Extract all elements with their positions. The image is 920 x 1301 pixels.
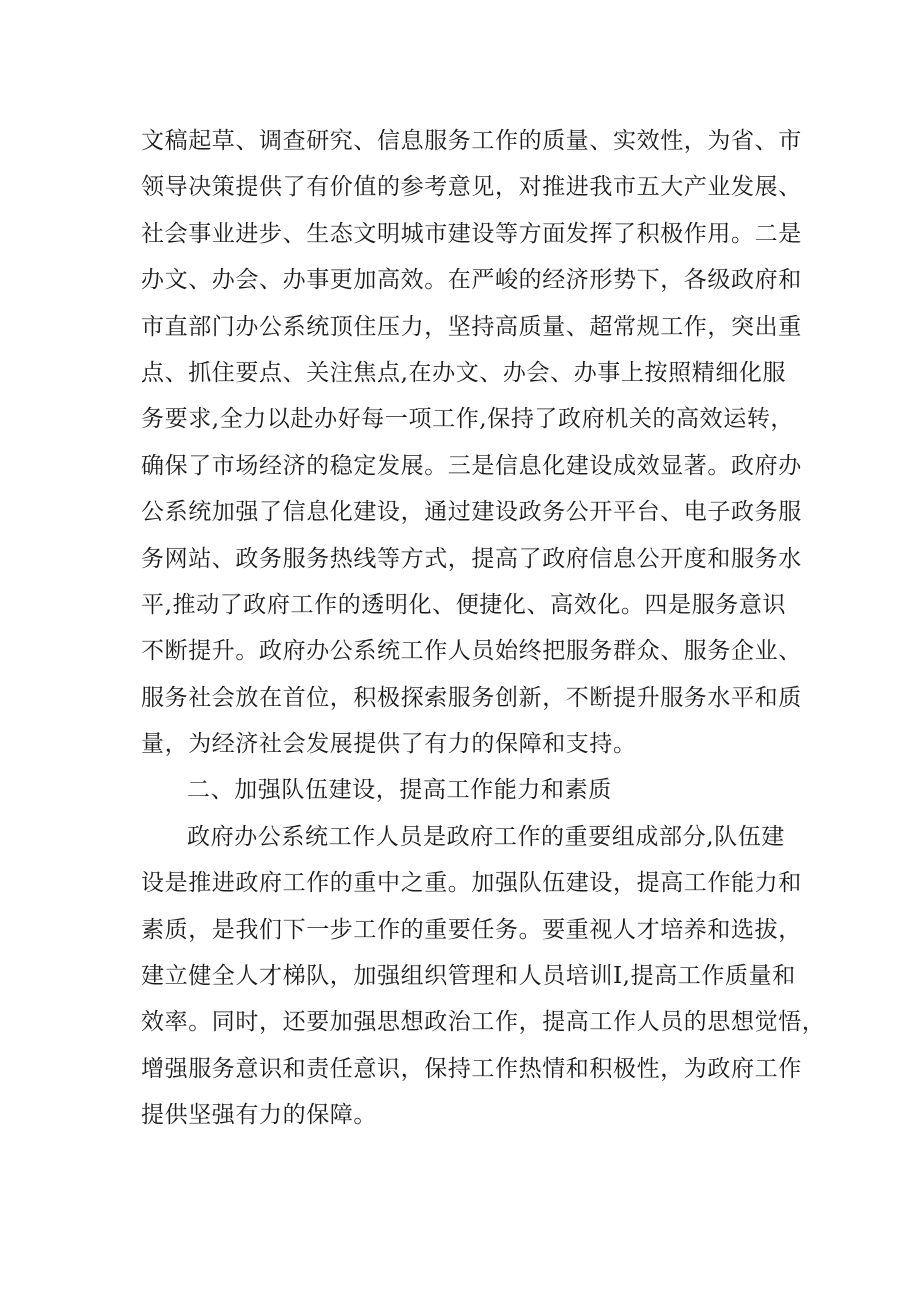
document-body xyxy=(141,118,826,1139)
text-line: 务要求,全力以赴办好每一项工作,保持了政府机关的高效运转， xyxy=(141,406,795,433)
text-line: 提供坚强有力的保障。 xyxy=(141,1102,377,1129)
section-heading-text: 二、加强队伍建设，提高工作能力和素质 xyxy=(187,777,612,804)
text-line: 务网站、政务服务热线等方式，提高了政府信息公开度和服务水 xyxy=(141,545,802,572)
text-line: 办文、办会、办事更加高效。在严峻的经济形势下，各级政府和 xyxy=(141,267,802,294)
text-line: 领导决策提供了有价值的参考意见，对推进我市五大产业发展、 xyxy=(141,174,802,201)
text-line: 建立健全人才梯队，加强组织管理和人员培训Ⅰ,提高工作质量和 xyxy=(141,963,796,990)
text-line: 公系统加强了信息化建设，通过建设政务公开平台、电子政务服 xyxy=(141,499,802,526)
text-line: 服务社会放在首位，积极探索服务创新，不断提升服务水平和质 xyxy=(141,684,802,711)
text-line: 设是推进政府工作的重中之重。加强队伍建设，提高工作能力和 xyxy=(141,870,802,897)
text-line: 平,推动了政府工作的透明化、便捷化、高效化。四是服务意识 xyxy=(141,591,787,618)
text-line: 市直部门办公系统顶住压力，坚持高质量、超常规工作，突出重 xyxy=(141,313,802,340)
text-line: 确保了市场经济的稳定发展。三是信息化建设成效显著。政府办 xyxy=(141,452,802,479)
text-line: 量，为经济社会发展提供了有力的保障和支持。 xyxy=(141,731,637,758)
text-line: 政府办公系统工作人员是政府工作的重要组成部分,队伍建 xyxy=(187,823,785,850)
text-line: 效率。同时，还要加强思想政治工作，提高工作人员的思想觉悟， xyxy=(141,1009,826,1036)
text-line: 不断提升。政府办公系统工作人员始终把服务群众、服务企业、 xyxy=(141,638,802,665)
text-line: 点、抓住要点、关注焦点,在办文、办会、办事上按照精细化服 xyxy=(141,359,787,386)
text-line: 社会事业进步、生态文明城市建设等方面发挥了积极作用。二是 xyxy=(141,220,802,247)
section-heading xyxy=(141,767,801,813)
text-line: 文稿起草、调查研究、信息服务工作的质量、实效性，为省、市 xyxy=(141,128,802,154)
text-line: 增强服务意识和责任意识，保持工作热情和积极性，为政府工作 xyxy=(141,1055,802,1082)
paragraph-team-building xyxy=(141,814,826,1139)
text-line: 素质，是我们下一步工作的重要任务。要重视人才培养和选拔， xyxy=(141,916,802,943)
paragraph-continued xyxy=(141,118,801,767)
